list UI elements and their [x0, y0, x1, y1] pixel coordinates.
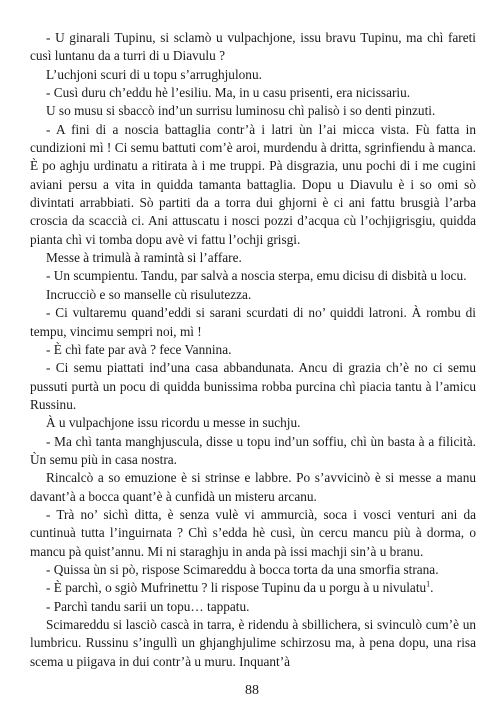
paragraph: L’uchjoni scuri di u topu s’arrughjulonu. — [46, 66, 262, 82]
paragraph: - U ginarali Tupinu, si sclamò u vulpachjone, issu bravu Tupinu, ma chì fareti cusì luntanu da a turri di u Diavulu ? — [30, 30, 476, 64]
paragraph: - Cusì duru ch’eddu hè l’esiliu. Ma, in u casu prisenti, era nicissariu. — [46, 85, 411, 101]
footnote-marker[interactable]: 1 — [426, 579, 431, 589]
paragraph: U so musu si sbaccò ind’un surrisu luminosu chì palisò i so denti pinzuti. — [46, 103, 436, 119]
paragraph: - Ci vultaremu quand’eddi si sarani scurdati di no’ quiddi latroni. À rombu di tempu, vincimu sempri noi, mì ! — [30, 305, 476, 339]
paragraph: - È chì fate par avà ? fece Vannina. — [46, 341, 232, 357]
paragraph: - Parchì tandu sarii un topu… tappatu. — [46, 598, 250, 614]
text-body — [30, 29, 476, 671]
paragraph-text: - È parchì, o sgiò Mufrinettu ? li rispose Tupinu da u porgu à u nivulatu — [46, 580, 427, 596]
paragraph: Messe à trimulà à ramintà si l’affare. — [46, 250, 242, 266]
paragraph: Rincalcò a so emuzione è si strinse e labbre. Po s’avvicinò è si messe a manu davant’à a bocca quant’è à cunfidà un misteru arcanu. — [30, 470, 476, 504]
page-number: 88 — [245, 683, 259, 698]
paragraph: - Trà no’ sichì ditta, è senza vulè vi ammurcià, soca i vosci venturi ani da cuntinuà tutta l’inguirnata ? Chì s’edda hè cusì, ùn cercu mancu più à dorma, o mancu pà quist’annu. Mi ni staraghju in anda pà issi machji sin’à u branu. — [30, 506, 476, 559]
paragraph: Scimareddu si lasciò cascà in tarra, è ridendu à sbillichera, si svinculò cum’è un lumbricu. Russinu s’ingullì un ghjanghjulime schirzosu ma, à pena dopu, una risa scema u piigava in dui contr’à u muru. Inquant’à — [30, 617, 476, 669]
paragraph: - Quissa ùn si pò, rispose Scimareddu à bocca torta da una smorfia strana. — [46, 561, 439, 577]
paragraph: - Ci semu piattati ind’una casa abbandunata. Ancu di grazia ch’è no ci semu pussuti purtà un pocu di quidda bunissima robba purcina chì piacia tantu à l’amicu Russinu. — [30, 360, 476, 412]
paragraph-with-footnote: - È parchì, o sgiò Mufrinettu ? li rispose Tupinu da u porgu à u nivulatu$^1$. — [46, 579, 434, 596]
paragraph: À u vulpachjone issu ricordu u messe in suchju. — [46, 415, 301, 431]
paragraph: - Un scumpientu. Tandu, par salvà a noscia sterpa, emu dicisu di disbità u locu. — [46, 268, 467, 284]
paragraph: - A fini di a noscia battaglia contr’à i latri ùn l’ai micca vista. Fù fatta in cundizioni mì ! Ci semu battuti com’è aroi, murdendu à dritta, sgrinfiendu à manca. È po aghju urdinatu a ritirata à i me truppi. Pà disgrazia, unu pochi di i me cugini aviani persu a vita in quidda tamanta battaglia. Dopu u Diavulu è i so omi sò divintati arrabbiati. Sò partiti da a torra dui ghjorni è ci ani fattu brusgià l’arba croscia da scaccià ci. Ani attuscatu i nosci pozzi d’acqua cù l’ochjigrisgiu, quidda pianta chì vi tomba dopu avè vi fattu l’ochji grisgi. — [30, 121, 476, 247]
paragraph: Incrucciò e so manselle cù risulutezza. — [46, 286, 252, 302]
paragraph: - Ma chì tanta manghjuscula, disse u topu ind’un soffiu, chì ùn basta à a filicità. Ùn semu più in casa nostra. — [30, 433, 476, 467]
